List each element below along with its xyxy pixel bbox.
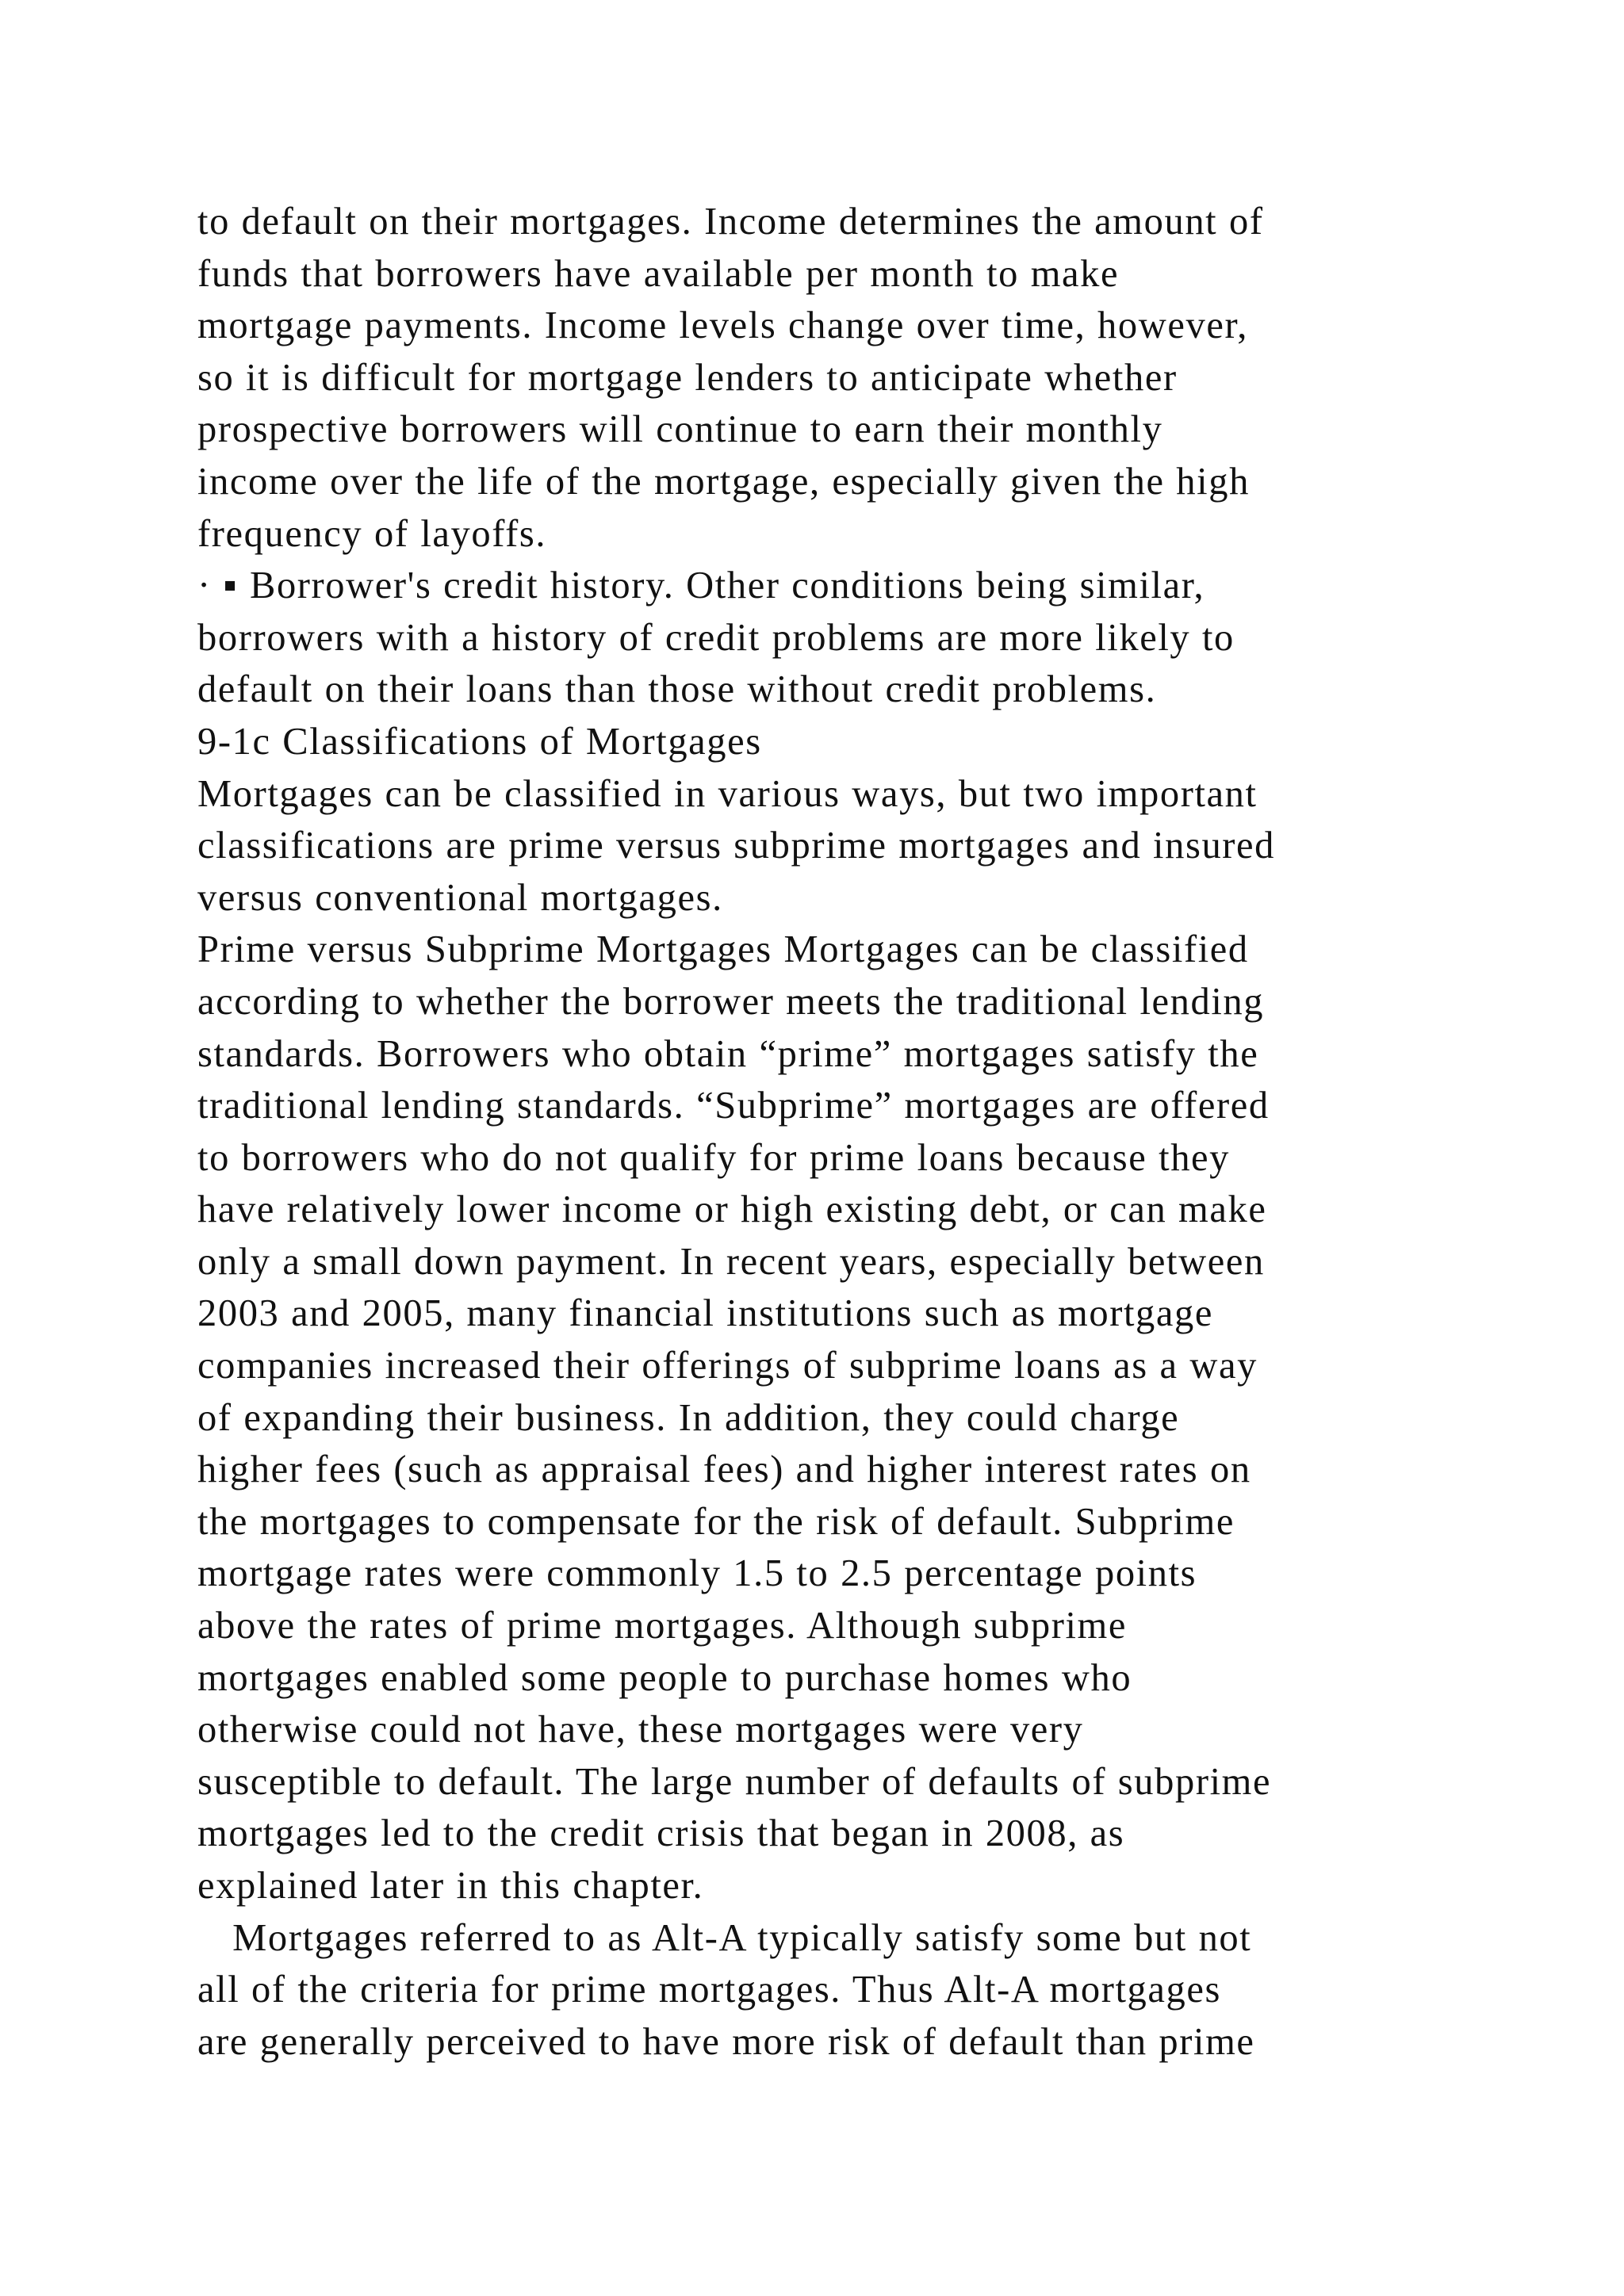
text-line: Mortgages referred to as Alt-A typically satisfy some but not: [197, 1916, 1252, 1959]
text-line: above the rates of prime mortgages. Although subprime: [197, 1605, 1128, 1647]
text-line: explained later in this chapter.: [197, 1865, 704, 1907]
text-line: frequency of layoffs.: [197, 512, 547, 555]
text-line: susceptible to default. The large number of defaults of subprime: [197, 1760, 1272, 1803]
text-line: income over the life of the mortgage, especially given the high: [197, 460, 1250, 503]
text-line: to borrowers who do not qualify for prime loans because they: [197, 1136, 1231, 1179]
text-line: default on their loans than those without credit problems.: [197, 668, 1157, 711]
text-line: mortgages enabled some people to purchase homes who: [197, 1656, 1132, 1699]
text-line: have relatively lower income or high existing debt, or can make: [197, 1188, 1267, 1231]
text-line: are generally perceived to have more risk of default than prime: [197, 2020, 1255, 2063]
text-line: mortgages led to the credit crisis that began in 2008, as: [197, 1812, 1125, 1855]
document-page: [197, 196, 1530, 2068]
text-line: borrowers with a history of credit problems are more likely to: [197, 616, 1235, 659]
section-heading: 9-1c Classifications of Mortgages: [197, 720, 762, 763]
subheading-line: Prime versus Subprime Mortgages Mortgages can be classified: [197, 928, 1249, 971]
text-line: to default on their mortgages. Income determines the amount of: [197, 201, 1264, 243]
text-line: of expanding their business. In addition, they could charge: [197, 1396, 1180, 1439]
bullet-line: · ▪ Borrower's credit history. Other conditions being similar,: [197, 564, 1205, 607]
text-line: traditional lending standards. “Subprime” mortgages are offered: [197, 1085, 1270, 1127]
text-line: all of the criteria for prime mortgages. Thus Alt-A mortgages: [197, 1969, 1221, 2011]
text-line: versus conventional mortgages.: [197, 876, 723, 919]
text-line: 2003 and 2005, many financial institutions such as mortgage: [197, 1292, 1214, 1335]
text-line: higher fees (such as appraisal fees) and higher interest rates on: [197, 1448, 1251, 1491]
text-line: so it is difficult for mortgage lenders to anticipate whether: [197, 356, 1178, 399]
text-line: the mortgages to compensate for the risk of default. Subprime: [197, 1500, 1235, 1543]
text-line: prospective borrowers will continue to earn their monthly: [197, 408, 1163, 451]
text-line: according to whether the borrower meets the traditional lending: [197, 980, 1265, 1023]
text-line: only a small down payment. In recent years, especially between: [197, 1240, 1265, 1283]
text-line: Mortgages can be classified in various ways, but two important: [197, 772, 1258, 815]
text-line: otherwise could not have, these mortgages were very: [197, 1709, 1084, 1751]
text-line: funds that borrowers have available per month to make: [197, 252, 1120, 295]
text-line: mortgage rates were commonly 1.5 to 2.5 percentage points: [197, 1552, 1197, 1595]
text-line: standards. Borrowers who obtain “prime” mortgages satisfy the: [197, 1032, 1259, 1075]
text-line: companies increased their offerings of subprime loans as a way: [197, 1345, 1258, 1387]
text-line: classifications are prime versus subprime mortgages and insured: [197, 825, 1276, 867]
text-line: mortgage payments. Income levels change over time, however,: [197, 304, 1248, 347]
